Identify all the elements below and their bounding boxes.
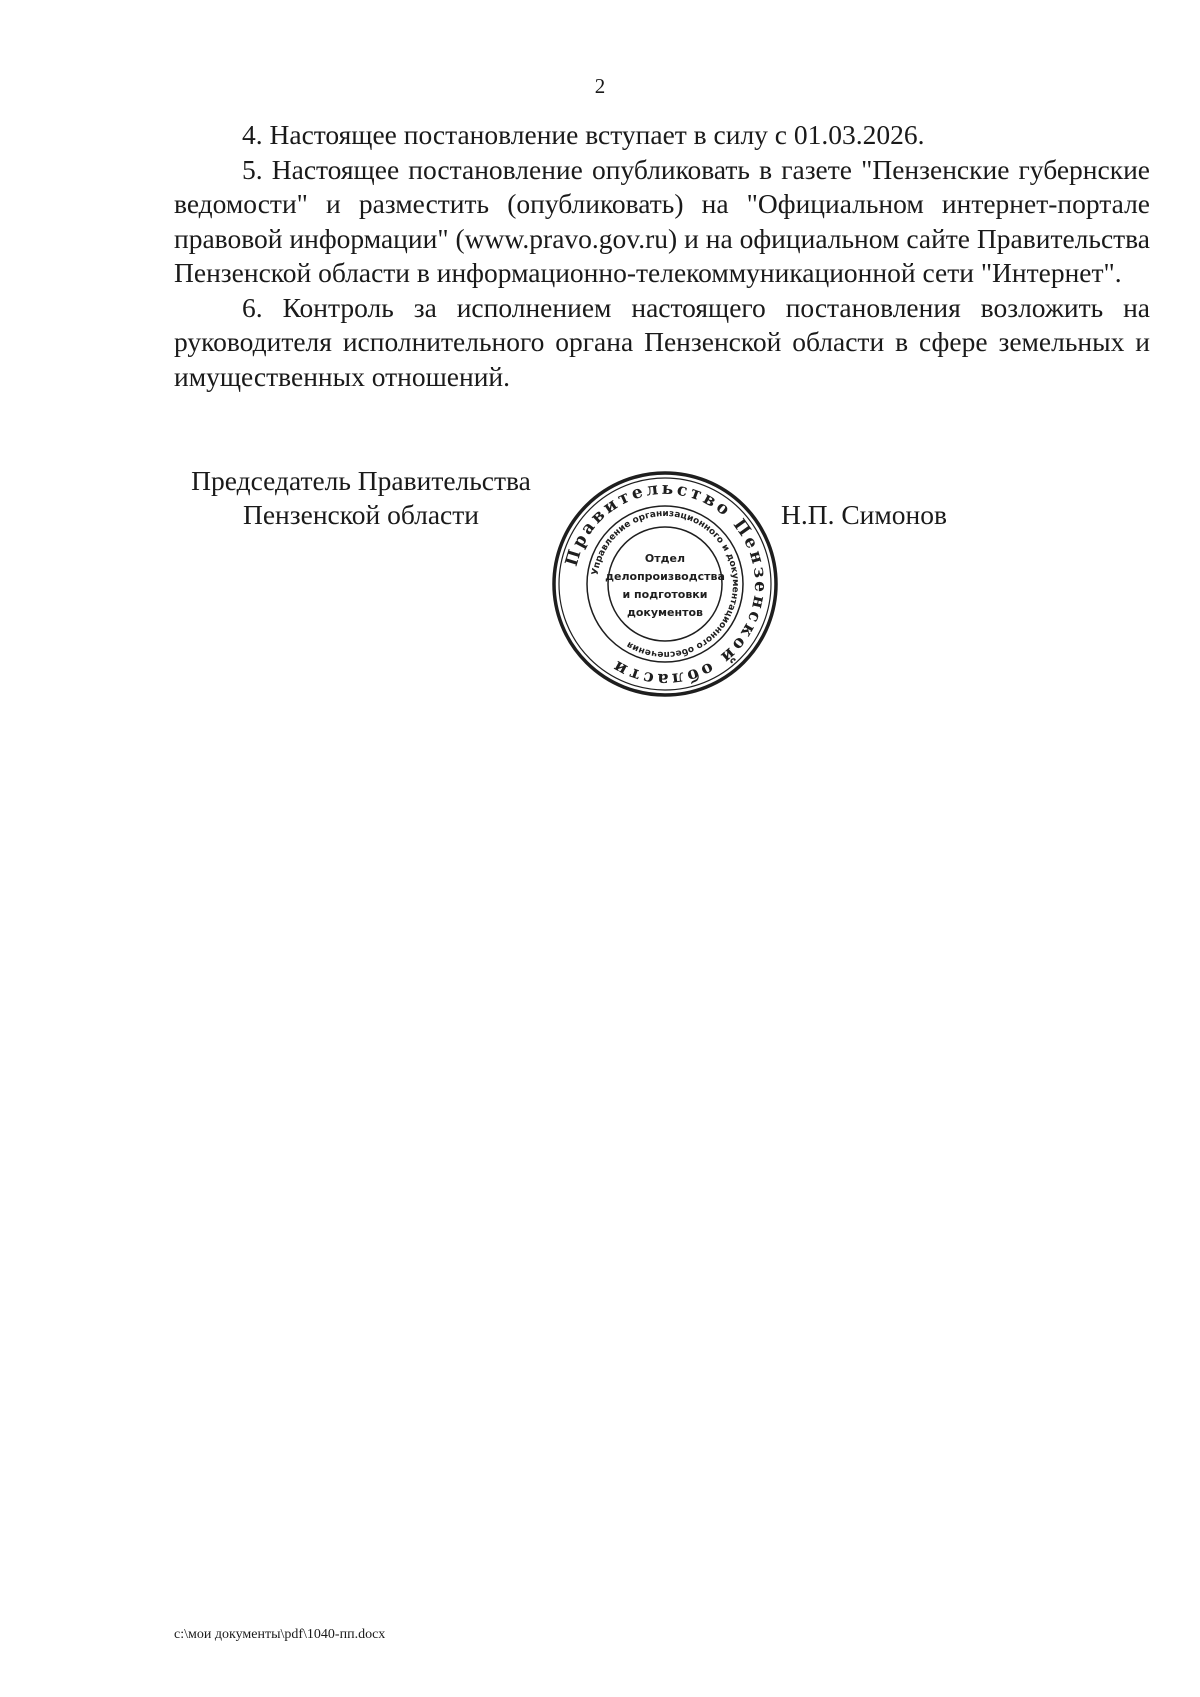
signatory-position-line2: Пензенской области xyxy=(242,499,479,530)
file-path-footer: c:\мои документы\pdf\1040-пп.docx xyxy=(174,1627,386,1642)
document-body xyxy=(174,118,1150,394)
stamp-center-line2: делопроизводства xyxy=(605,570,725,583)
paragraph-6: 6. Контроль за исполнением настоящего постановления возложить на руководителя исполнительного органа Пензенской области в сфере земельных и имущественных отношений. xyxy=(174,291,1150,392)
stamp-center-line4: документов xyxy=(626,606,704,619)
signatory-name: Н.П. Симонов xyxy=(781,499,948,530)
signatory-position-line1: Председатель Правительства xyxy=(191,465,531,496)
paragraph-4: 4. Настоящее постановление вступает в силу с 01.03.2026. xyxy=(242,119,925,150)
stamp-center-line3: и подготовки xyxy=(622,588,708,601)
paragraph-5: 5. Настоящее постановление опубликовать в газете "Пензенские губернские ведомости" и разместить (опубликовать) на "Официальном интернет-портале правовой информации" (www.pravo.gov.ru) и на официальном сайте Правительства Пензенской области в информационно-телекоммуникационной сети "Интернет". xyxy=(174,153,1150,288)
stamp-center-line1: Отдел xyxy=(644,552,686,565)
stamp-middle-text: Управление организационного и документационного обеспечения xyxy=(590,508,741,660)
page-number: 2 xyxy=(594,74,606,98)
official-seal-icon xyxy=(551,470,779,698)
stamp-outer-text: Правительство Пензенской области xyxy=(561,478,771,690)
